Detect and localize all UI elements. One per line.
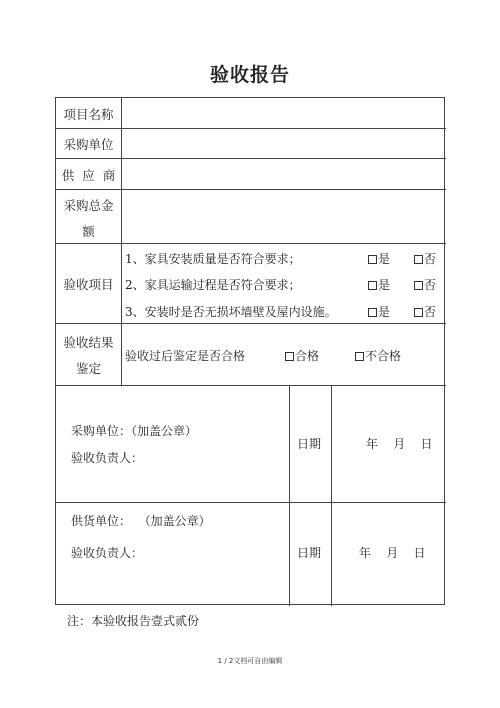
label-supplier: 供 应 商 bbox=[61, 168, 116, 183]
checkbox-icon bbox=[414, 281, 423, 290]
checkbox-icon bbox=[355, 352, 364, 361]
document-title: 验收报告 bbox=[209, 64, 290, 86]
checkbox-icon bbox=[414, 308, 423, 317]
acceptance-table bbox=[55, 97, 445, 605]
item-3-yes-checkbox[interactable]: 是 bbox=[368, 303, 390, 320]
acceptance-item-3: 3、安装时是否无损坏墙壁及屋内设施。 bbox=[125, 305, 337, 319]
supplier-date-value: 年 月 日 bbox=[359, 546, 426, 560]
result-question: 验收过后鉴定是否合格 bbox=[125, 349, 246, 363]
label-total-amount-line1: 采购总金 bbox=[63, 198, 114, 213]
checkbox-icon bbox=[368, 308, 377, 317]
supplier-responsible-person: 验收负责人： bbox=[71, 546, 144, 560]
pass-checkbox[interactable]: 合格 bbox=[285, 347, 319, 364]
item-2-no-checkbox[interactable]: 否 bbox=[414, 276, 436, 293]
item-1-yes-checkbox[interactable]: 是 bbox=[368, 250, 390, 267]
supplier-unit-seal: 供货单位： （加盖公章） bbox=[71, 514, 211, 528]
label-acceptance-items: 验收项目 bbox=[63, 277, 114, 292]
purchaser-date-label: 日期 bbox=[297, 437, 322, 451]
item-3-no-checkbox[interactable]: 否 bbox=[414, 303, 436, 320]
acceptance-item-2: 2、家具运输过程是否符合要求； bbox=[125, 278, 301, 292]
checkbox-icon bbox=[414, 255, 423, 264]
fail-checkbox[interactable]: 不合格 bbox=[355, 347, 401, 364]
label-result-line1: 验收结果 bbox=[63, 335, 114, 350]
label-purchaser: 采购单位 bbox=[63, 137, 114, 152]
footnote: 注：本验收报告壹式贰份 bbox=[67, 614, 200, 628]
item-1-no-checkbox[interactable]: 否 bbox=[414, 250, 436, 267]
label-project-name: 项目名称 bbox=[63, 107, 114, 122]
checkbox-icon bbox=[368, 281, 377, 290]
item-2-yes-checkbox[interactable]: 是 bbox=[368, 276, 390, 293]
page-footer: 1 / 2文档可自由编辑 bbox=[217, 657, 283, 665]
purchaser-unit-seal: 采购单位：（加盖公章） bbox=[71, 424, 198, 438]
acceptance-item-1: 1、家具安装质量是否符合要求； bbox=[125, 252, 301, 266]
checkbox-icon bbox=[368, 255, 377, 264]
purchaser-responsible-person: 验收负责人： bbox=[71, 451, 144, 465]
label-total-amount-line2: 额 bbox=[82, 224, 95, 239]
purchaser-date-value: 年 月 日 bbox=[366, 437, 433, 451]
checkbox-icon bbox=[285, 352, 294, 361]
supplier-date-label: 日期 bbox=[297, 546, 322, 560]
label-result-line2: 鉴定 bbox=[75, 361, 101, 376]
